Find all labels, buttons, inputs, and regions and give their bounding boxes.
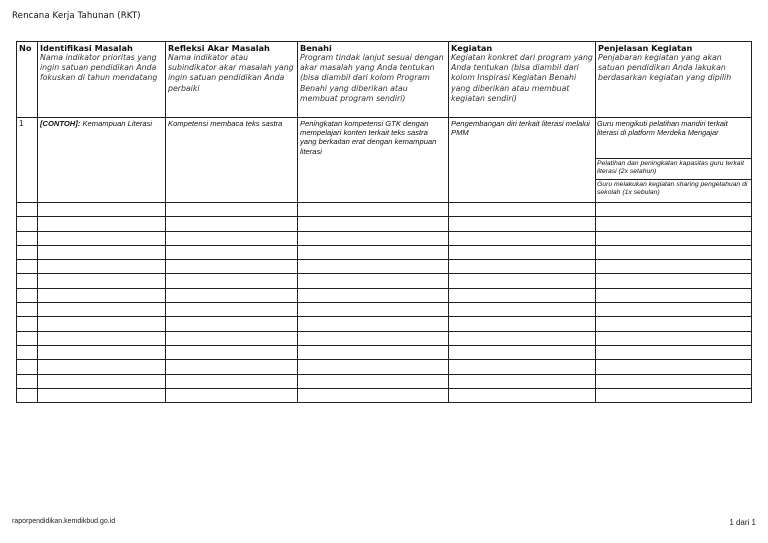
empty-cell [166,388,298,402]
empty-cell [166,303,298,317]
empty-cell [166,345,298,359]
page-indicator: 1 dari 1 [729,518,756,527]
empty-cell [38,374,166,388]
explanation-item: Guru melakukan kegiatan sharing pengetahuan di sekolah (1x sebulan) [597,180,748,196]
empty-cell [298,245,449,259]
empty-cell [17,345,38,359]
header-description: Nama indikator prioritas yang ingin satuan pendidikan Anda fokuskan di tahun mendatang [40,53,158,83]
empty-cell [17,203,38,217]
empty-cell [596,274,752,288]
empty-cell [38,203,166,217]
empty-cell [38,288,166,302]
example-row [17,118,752,203]
empty-cell [596,388,752,402]
empty-row [17,245,752,259]
empty-cell [166,274,298,288]
empty-cell [38,303,166,317]
empty-cell [38,245,166,259]
empty-cell [449,360,596,374]
empty-cell [166,245,298,259]
empty-cell [17,303,38,317]
empty-cell [166,260,298,274]
header-description: Program tindak lanjut sesuai dengan akar masalah yang Anda tentukan (bisa diambil dari kolom Program Benahi yang diberikan atau membuat program sendiri) [300,53,444,103]
explanation-item: Pelatihan dan peningkatan kapasitas guru terkait literasi (2x setahun) [596,158,751,179]
empty-cell [17,360,38,374]
header-description: Penjabaran kegiatan yang akan satuan pendidikan Anda lakukan berdasarkan kegiatan yang dipilih [598,53,732,83]
header-title: Penjelasan Kegiatan [598,43,693,53]
empty-cell [166,288,298,302]
empty-cell [166,203,298,217]
header-title: Benahi [300,43,332,53]
empty-cell [298,203,449,217]
problem-text: Kemampuan Literasi [80,119,153,128]
empty-cell [449,374,596,388]
empty-cell [449,331,596,345]
empty-cell [449,288,596,302]
header-row [17,42,752,118]
empty-cell [38,331,166,345]
empty-row [17,331,752,345]
kegiatan-cell: Pengembangan diri terkait literasi melalui PMM [449,118,596,203]
empty-cell [596,374,752,388]
empty-cell [596,360,752,374]
empty-cell [166,331,298,345]
empty-cell [17,274,38,288]
empty-cell [596,345,752,359]
empty-cell [596,231,752,245]
empty-cell [596,260,752,274]
document-title: Rencana Kerja Tahunan (RKT) [12,11,141,21]
header-penjelasan-kegiatan [596,42,752,118]
empty-cell [298,331,449,345]
empty-cell [449,317,596,331]
empty-cell [596,331,752,345]
empty-cell [449,345,596,359]
empty-cell [17,217,38,231]
empty-cell [38,260,166,274]
empty-cell [449,217,596,231]
empty-cell [596,303,752,317]
empty-cell [166,217,298,231]
empty-cell [17,374,38,388]
header-refleksi-akar-masalah [166,42,298,118]
empty-cell [449,274,596,288]
empty-row [17,274,752,288]
empty-cell [298,374,449,388]
header-identifikasi-masalah [38,42,166,118]
empty-cell [298,345,449,359]
empty-cell [449,245,596,259]
empty-cell [38,317,166,331]
empty-cell [596,245,752,259]
empty-row [17,260,752,274]
empty-row [17,217,752,231]
empty-row [17,360,752,374]
empty-row [17,317,752,331]
empty-cell [17,260,38,274]
rkt-table [16,41,752,403]
explanation-item: Guru mengikuti pelatihan mandiri terkait literasi di platform Merdeka Mengajar [596,118,751,158]
empty-cell [166,374,298,388]
empty-cell [166,317,298,331]
header-kegiatan [449,42,596,118]
empty-row [17,288,752,302]
example-tag: [CONTOH]: [40,119,81,128]
empty-row [17,345,752,359]
benahi-cell: Peningkatan kompetensi GTK dengan mempelajari konten terkait teks sastra yang berkaitan erat dengan kemampuan literasi [298,118,449,203]
explanation-subtable [596,118,751,201]
empty-row [17,303,752,317]
empty-cell [298,360,449,374]
empty-row [17,374,752,388]
empty-cell [166,360,298,374]
empty-cell [298,231,449,245]
explanation-cell [596,118,752,203]
header-title: Kegiatan [451,43,493,53]
empty-cell [17,231,38,245]
empty-cell [298,317,449,331]
empty-cell [17,288,38,302]
empty-cell [38,217,166,231]
empty-cell [449,203,596,217]
header-benahi [298,42,449,118]
empty-cell [17,331,38,345]
empty-cell [596,203,752,217]
empty-cell [596,288,752,302]
problem-cell [38,118,166,203]
empty-cell [298,260,449,274]
row-number: 1 [17,118,38,203]
header-description: Nama indikator atau subindikator akar masalah yang ingin satuan pendidikan Anda perbaiki [168,53,294,93]
empty-cell [17,388,38,402]
header-description: Kegiatan konkret dari program yang Anda tentukan (bisa diambil dari kolom Inspirasi Kegiatan Benahi yang diberikan atau membuat kegiatan sendiri) [451,53,593,103]
empty-cell [298,274,449,288]
empty-cell [449,388,596,402]
empty-cell [38,360,166,374]
empty-cell [38,345,166,359]
empty-cell [38,231,166,245]
empty-cell [166,231,298,245]
empty-cell [38,388,166,402]
empty-cell [596,317,752,331]
header-no [17,42,38,118]
root-cause-cell: Kompetensi membaca teks sastra [166,118,298,203]
empty-rows [17,203,752,403]
empty-row [17,203,752,217]
empty-cell [38,274,166,288]
empty-cell [17,245,38,259]
empty-cell [298,217,449,231]
empty-cell [298,388,449,402]
empty-row [17,388,752,402]
header-title: Refleksi Akar Masalah [168,43,270,53]
empty-cell [449,231,596,245]
header-title: Identifikasi Masalah [40,43,133,53]
empty-cell [298,303,449,317]
empty-cell [596,217,752,231]
empty-row [17,231,752,245]
empty-cell [449,260,596,274]
header-no-title: No [19,43,32,53]
empty-cell [298,288,449,302]
footer-website: raporpendidikan.kemdikbud.go.id [12,518,116,525]
empty-cell [449,303,596,317]
empty-cell [17,317,38,331]
